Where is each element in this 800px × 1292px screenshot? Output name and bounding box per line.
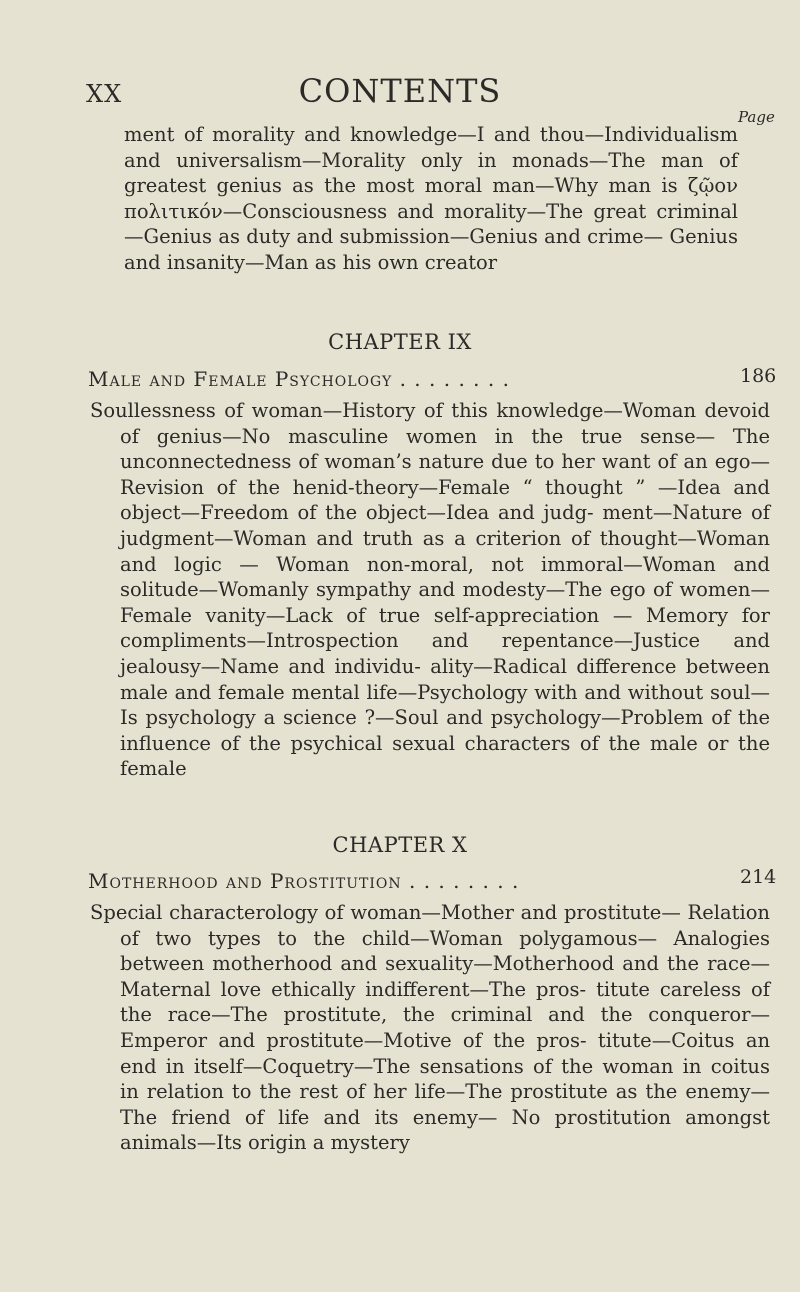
chapter-summary: Soullessness of woman—History of this knowledge—Woman devoid of genius—No masculine women in the true sense— The unconnectedness of woman’s nature due to her want of an ego—Revision of the henid-theory—Female “ thought ” —Idea and object—Freedom of the object—Idea and judg- ment—Nature of judgment—Woman and truth as a criterion of thought—Woman and logic — Woman non-moral, not immoral—Woman and solitude—Womanly sympathy and modesty—The ego of women—Female vanity—Lack of true self-appreciation — Memory for compliments—Introspection and repentance—Justice and jealousy—Name and individu- ality—Radical difference between male and female mental life—Psychology with and without soul—Is psychology a science ?—Soul and psychology—Problem of the influence of the psychical sexual characters of the male or the female: [90, 399, 770, 781]
chapter-page-number: 186: [740, 365, 777, 387]
chapter-heading: CHAPTER IX: [328, 330, 472, 354]
chapter-title-line: [88, 367, 728, 391]
page-column-label: Page: [738, 108, 775, 126]
chapter-title-line: [88, 869, 728, 893]
chapter-title: Male and Female Psychology: [88, 367, 393, 391]
leader-dots: . . . . . . . .: [408, 869, 520, 893]
leader-dots: . . . . . . . .: [399, 367, 510, 391]
continued-summary: ment of morality and knowledge—I and thou—Individualism and universalism—Morality only in monads—The man of greatest genius as the most moral man—Why man is ζῷον πολιτικόν—Consciousness and morality—The great criminal —Genius as duty and submission—Genius and crime— Genius and insanity—Man as his own creator: [124, 123, 738, 274]
chapter-heading: CHAPTER X: [332, 833, 468, 857]
chapter-summary: Special characterology of woman—Mother and prostitute— Relation of two types to the child—Woman polygamous— Analogies between motherhood and sexuality—Motherhood and the race—Maternal love ethically indifferent—The pros- titute careless of the race—The prostitute, the criminal and the conqueror—Emperor and prostitute—Motive of the pros- titute—Coitus an end in itself—Coquetry—The sensations of the woman in coitus in relation to the rest of her life—The prostitute as the enemy—The friend of life and its enemy— No prostitution amongst animals—Its origin a mystery: [90, 901, 770, 1155]
chapter-title: Motherhood and Prostitution: [88, 869, 402, 893]
chapter-page-number: 214: [740, 866, 777, 888]
running-title: CONTENTS: [298, 72, 502, 110]
page-folio: XX: [86, 80, 123, 108]
